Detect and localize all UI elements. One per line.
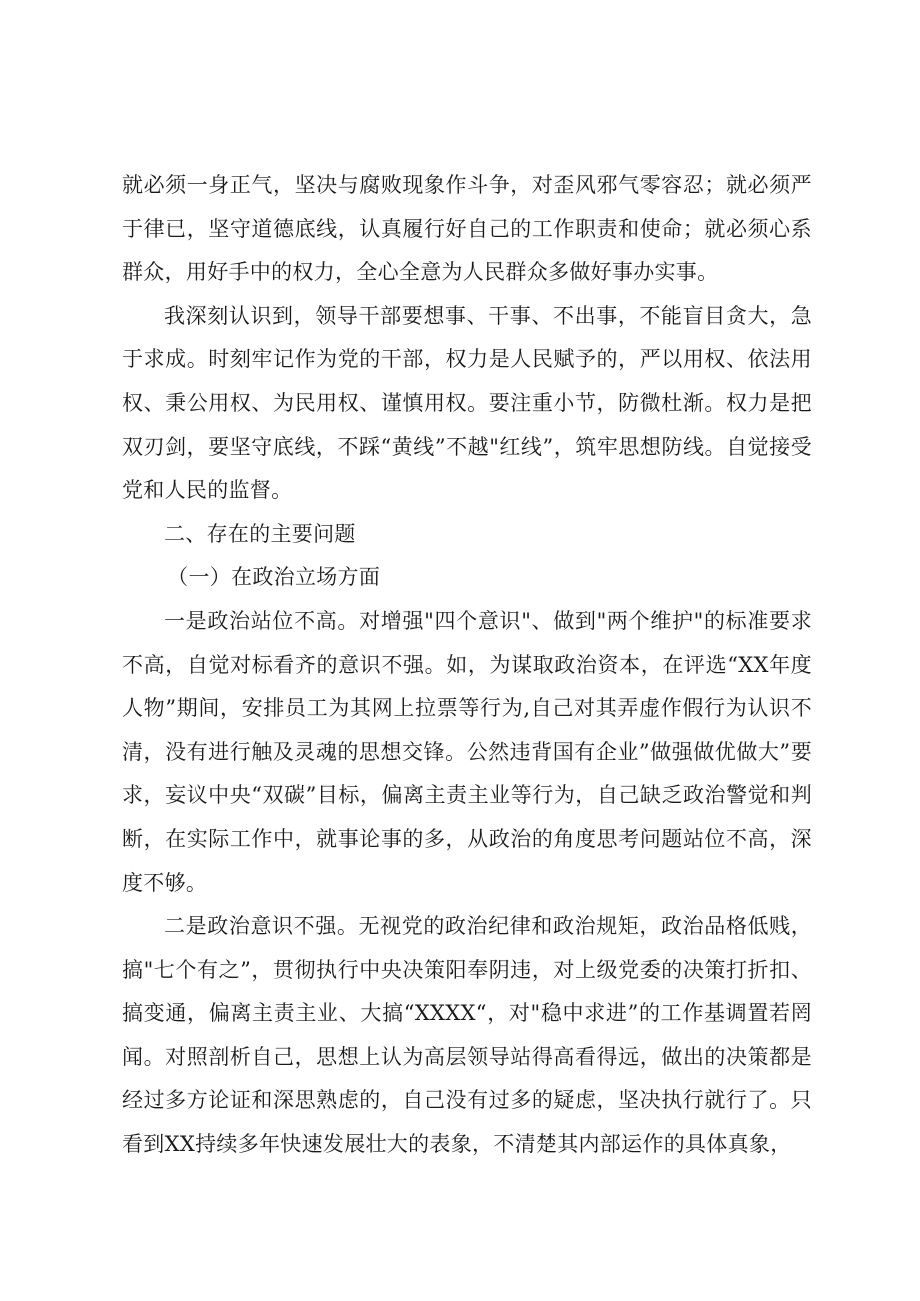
subsection-heading: （一）在政治立场方面	[167, 565, 381, 590]
paragraph-continuation: 就必须一身正气，坚决与腐败现象作斗争，对歪风邪气零容忍；就必须严于律已，坚守道德底线，认真履行好自己的工作职责和使命；就必须心系群众，用好手中的权力，全心全意为人民群众多做好事办实事。	[122, 173, 812, 285]
section-heading: 二、存在的主要问题	[164, 521, 356, 546]
paragraph-political-standing: 一是政治站位不高。对增强"四个意识"、做到"两个维护"的标准要求不高，自觉对标看齐的意识不强。如，为谋取政治资本，在评选“XX年度人物”期间，安排员工为其网上拉票等行为,自己对其弄虚作假行为认识不清，没有进行触及灵魂的思想交锋。公然违背国有企业”做强做优做大”要求，妄议中央“双碳”目标，偏离主责主业等行为，自己缺乏政治警觉和判断，在实际工作中，就事论事的多，从政治的角度思考问题站位不高，深度不够。	[122, 608, 812, 895]
paragraph-political-awareness: 二是政治意识不强。无视党的政治纪律和政治规矩，政治品格低贱，搞"七个有之”，贯彻执行中央决策阳奉阴违，对上级党委的决策打折扣、搞变通，偏离主责主业、大搞“XXXX“，对"稳中求进”的工作基调置若罔闻。对照剖析自己，思想上认为高层领导站得高看得远，做出的决策都是经过多方论证和深思熟虑的，自己没有过多的疑虑，坚决执行就行了。只看到XX持续多年快速发展壮大的表象，不清楚其内部运作的具体真象，	[122, 914, 812, 1157]
document-body	[122, 164, 812, 1167]
paragraph-awareness: 我深刻认识到，领导干部要想事、干事、不出事，不能盲目贪大，急于求成。时刻牢记作为党的干部，权力是人民赋予的，严以用权、依法用权、秉公用权、为民用权、谨慎用权。要注重小节，防微杜渐。权力是把双刃剑，要坚守底线，不踩“黄线”不越"红线”，筑牢思想防线。自觉接受党和人民的监督。	[122, 303, 812, 503]
